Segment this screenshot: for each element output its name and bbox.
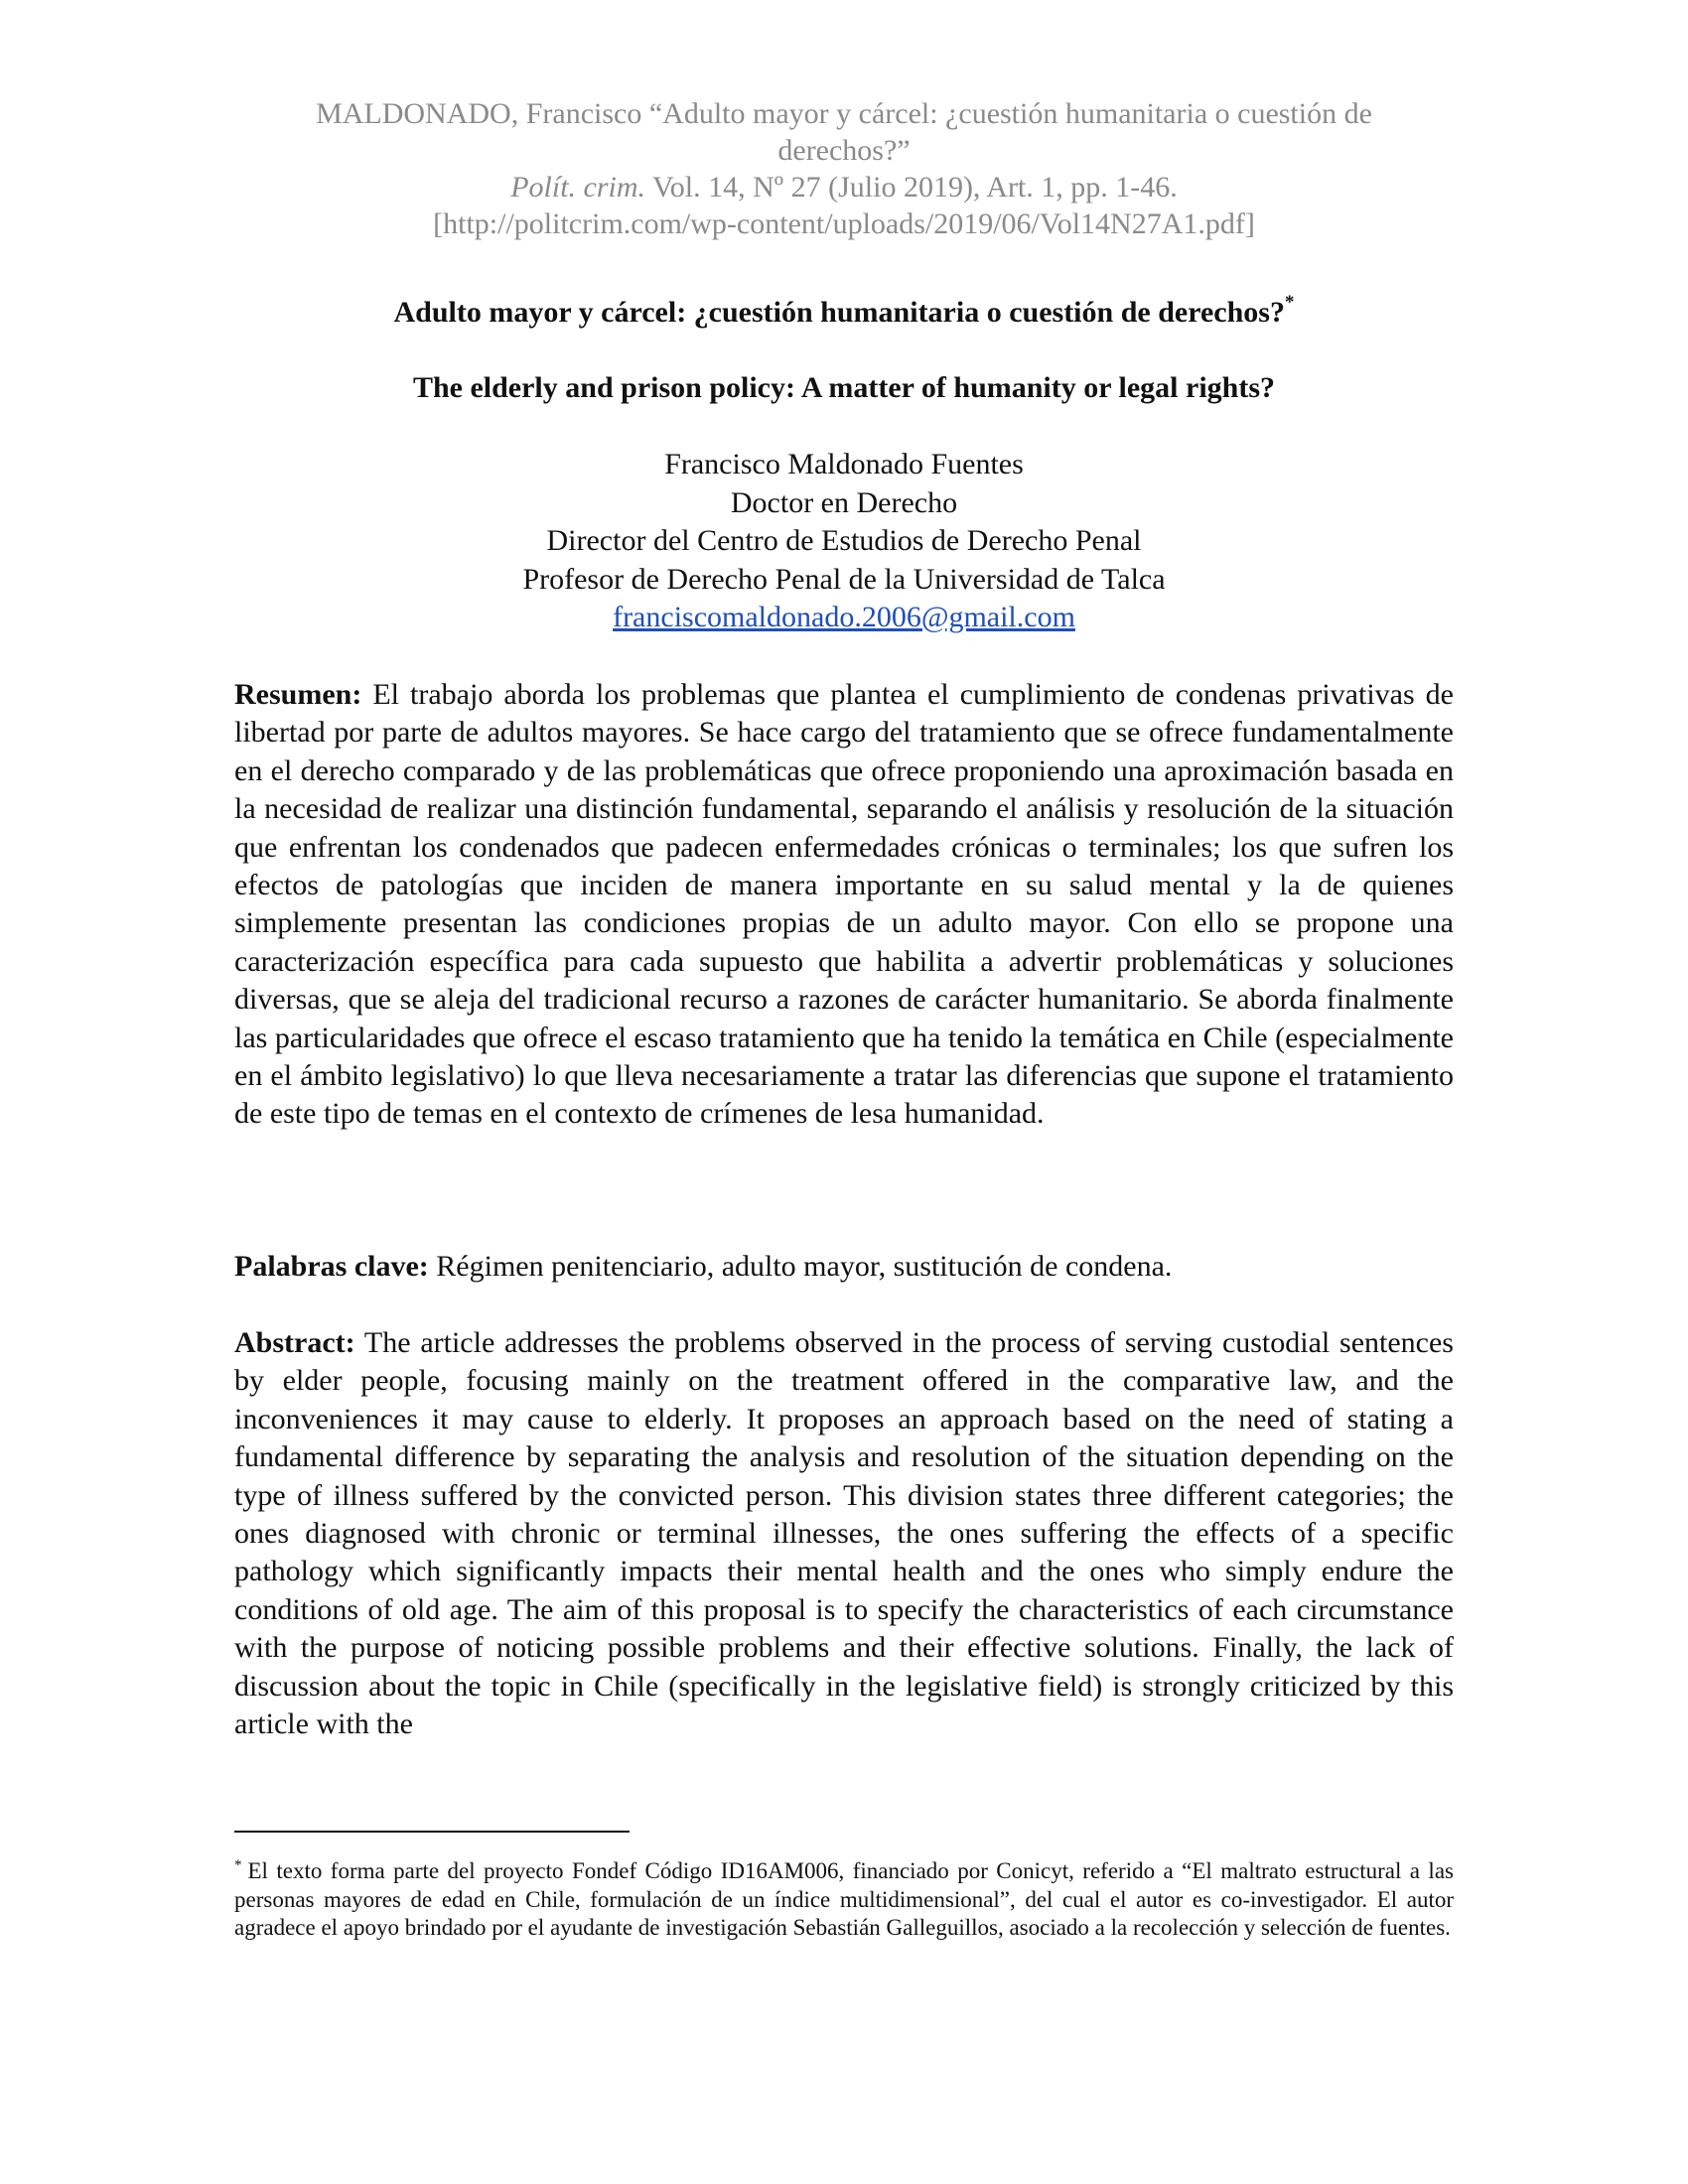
title-spanish: [234, 292, 1454, 331]
journal-volume: Vol. 14, Nº 27 (Julio 2019), Art. 1, pp. 1-46.: [645, 171, 1178, 204]
author-block: [234, 446, 1454, 637]
article-url: [http://politcrim.com/wp-content/uploads/2019/06/Vol14N27A1.pdf]: [433, 207, 1255, 240]
author-name: Francisco Maldonado Fuentes: [664, 448, 1024, 480]
abstract-paragraph: [234, 1324, 1454, 1743]
citation-line-2: derechos?”: [777, 134, 911, 167]
title-footnote-marker: *: [1284, 292, 1295, 313]
author-email-link[interactable]: franciscomaldonado.2006@gmail.com: [613, 601, 1075, 633]
citation-header: [234, 95, 1454, 242]
resumen-text: El trabajo aborda los problemas que plantea el cumplimiento de condenas privativas de libertad por parte de adultos mayores. Se hace cargo del tratamiento que se ofrece fundamentalmente en el derecho comparado y de las problemáticas que ofrece proponiendo una aproximación basada en la necesidad de realizar una distinción fundamental, separando el análisis y resolución de la situación que enfrentan los condenados que padecen enfermedades crónicas o terminales; los que sufren los efectos de patologías que inciden de manera importante en su salud mental y la de quienes simplemente presentan las condiciones propias de un adulto mayor. Con ello se propone una caracterización específica para cada supuesto que habilita a advertir problemáticas y soluciones diversas, que se aleja del tradicional recurso a razones de carácter humanitario. Se aborda finalmente las particularidades que ofrece el escaso tratamiento que ha tenido la temática en Chile (especialmente en el ámbito legislativo) lo que lleva necesariamente a tratar las diferencias que supone el tratamiento de este tipo de temas en el contexto de crímenes de lesa humanidad.: [234, 678, 1454, 1131]
footnote-text: El texto forma parte del proyecto Fondef Código ID16AM006, financiado por Conicyt, referido a “El maltrato estructural a las personas mayores de edad en Chile, formulación de un índice multidimensional”, del cual el autor es co-investigador. El autor agradece el apoyo brindado por el ayudante de investigación Sebastián Galleguillos, asociado a la recolección y selección de fuentes.: [234, 1858, 1454, 1941]
citation-line-1: MALDONADO, Francisco “Adulto mayor y cárcel: ¿cuestión humanitaria o cuestión de: [316, 97, 1372, 130]
author-position-1: Director del Centro de Estudios de Derecho Penal: [546, 524, 1142, 557]
abstract-label: Abstract:: [234, 1326, 355, 1359]
keywords-paragraph: [234, 1248, 1454, 1286]
author-position-2: Profesor de Derecho Penal de la Universidad de Talca: [522, 562, 1166, 596]
footnote: [234, 1857, 1454, 1943]
keywords-text: Régimen penitenciario, adulto mayor, sustitución de condena.: [436, 1250, 1173, 1283]
title-spanish-text: Adulto mayor y cárcel: ¿cuestión humanitaria o cuestión de derechos?: [393, 296, 1285, 329]
author-degree: Doctor en Derecho: [730, 485, 958, 519]
journal-name: Polít. crim.: [510, 171, 646, 204]
abstract-text: The article addresses the problems observed in the process of serving custodial sentences by elder people, focusing mainly on the treatment offered in the comparative law, and the inconveniences it may cause to elderly. It proposes an approach based on the need of stating a fundamental difference by separating the analysis and resolution of the situation depending on the type of illness suffered by the convicted person. This division states three different categories; the ones diagnosed with chronic or terminal illnesses, the ones suffering the effects of a specific pathology which significantly impacts their mental health and the ones who simply endure the conditions of old age. The aim of this proposal is to specify the characteristics of each circumstance with the purpose of noticing possible problems and their effective solutions. Finally, the lack of discussion about the topic in Chile (specifically in the legislative field) is strongly criticized by this article with the: [234, 1326, 1454, 1741]
keywords-label: Palabras clave:: [234, 1250, 429, 1283]
resumen-label: Resumen:: [234, 678, 362, 711]
title-english: The elderly and prison policy: A matter of humanity or legal rights?: [412, 371, 1276, 404]
resumen-paragraph: [234, 676, 1454, 1134]
journal-line: [234, 169, 1454, 205]
footnote-separator: [234, 1831, 630, 1833]
footnote-marker: *: [234, 1857, 242, 1873]
